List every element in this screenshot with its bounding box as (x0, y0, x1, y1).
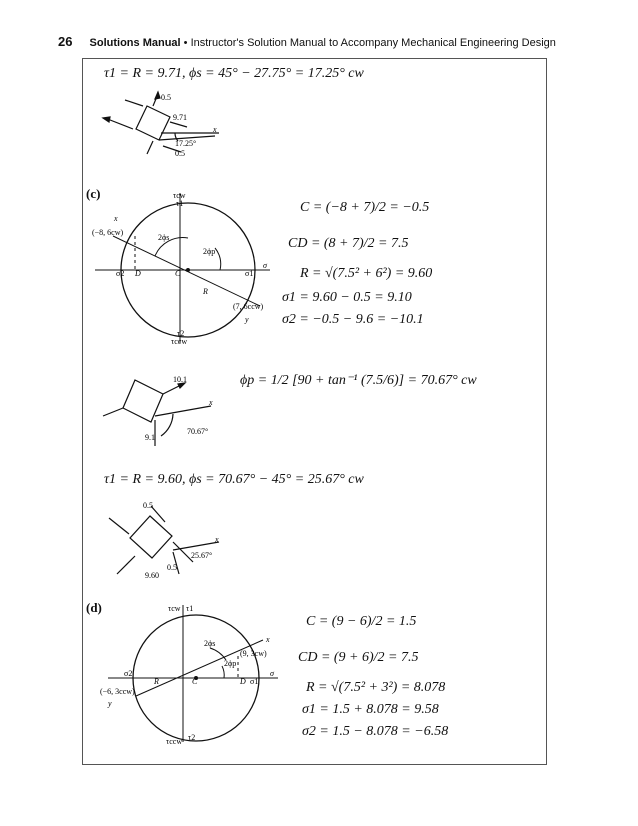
stress-element (130, 516, 172, 558)
fig3-axis-label: x (215, 535, 219, 544)
c-tau-ccw: τccw (171, 337, 188, 346)
d-eq-sigma1: σ1 = 1.5 + 8.078 = 9.58 (302, 702, 439, 717)
d-eq-CD: CD = (9 + 6)/2 = 7.5 (298, 650, 419, 665)
c-tau1: τ1 (176, 199, 184, 208)
d-R: R (154, 677, 159, 686)
c-eq-sigma1: σ1 = 9.60 − 0.5 = 9.10 (282, 290, 412, 305)
mohr-circle-d (88, 600, 288, 750)
part-c-label: (c) (86, 186, 101, 201)
mohr-circle-c (85, 188, 285, 348)
fig3-top-label: 0.5 (143, 501, 153, 510)
c-R: R (203, 287, 208, 296)
page-number: 26 (58, 34, 73, 49)
part-c-result: τ1 = R = 9.60, ϕs = 70.67° − 45° = 25.67° cw (104, 472, 364, 487)
fig3-side-label: 9.60 (145, 571, 159, 580)
c-x: x (114, 214, 118, 223)
fig1-axis-label: x (213, 125, 217, 134)
d-tau-cw: τcw (168, 604, 181, 613)
d-point-x: (9, 3cw) (240, 649, 267, 658)
c-sigma2: σ2 (116, 269, 125, 278)
element-figure-1 (95, 88, 245, 170)
fig1-side-label: 9.71 (173, 113, 187, 122)
d-sigma1: σ1 (250, 677, 259, 686)
c-sigma: σ (263, 261, 267, 270)
d-x: x (266, 635, 270, 644)
c-2phis: 2ϕs (158, 233, 170, 242)
d-2phip: 2ϕp (224, 659, 237, 668)
d-sigma2: σ2 (124, 669, 133, 678)
d-eq-sigma2: σ2 = 1.5 − 8.078 = −6.58 (302, 724, 449, 739)
fig1-top-label: 0.5 (161, 93, 171, 102)
d-C: C (192, 677, 198, 686)
part-b-result: τ1 = R = 9.71, ϕs = 45° − 27.75° = 17.25° cw (104, 66, 364, 81)
c-C: C (175, 269, 181, 278)
element-figure-3 (95, 496, 230, 586)
fig1-bottom-label: 0.5 (175, 149, 185, 158)
c-point-y: (7, 6ccw) (233, 302, 264, 311)
d-eq-R: R = √(7.5² + 3²) = 8.078 (306, 680, 446, 695)
d-D: D (240, 677, 246, 686)
stress-element (136, 106, 170, 140)
fig1-angle-label: 17.25° (175, 139, 197, 148)
c-D: D (135, 269, 141, 278)
c-point-x: (−8, 6cw) (92, 228, 124, 237)
c-eq-phi-p: ϕp = 1/2 [90 + tan⁻¹ (7.5/6)] = 70.67° cw (240, 373, 477, 388)
header-subtitle: Instructor's Solution Manual to Accompany Mechanical Engineering Design (190, 37, 556, 49)
d-tau-ccw: τccw (166, 737, 183, 746)
d-point-y: (−6, 3ccw) (100, 687, 135, 696)
header-title: Solutions Manual (89, 37, 181, 49)
c-tau-cw: τcw (173, 191, 186, 200)
c-eq-sigma2: σ2 = −0.5 − 9.6 = −10.1 (282, 312, 424, 327)
c-y: y (245, 315, 249, 324)
fig2-angle-label: 70.67° (187, 427, 209, 436)
c-2phip: 2ϕp (203, 247, 216, 256)
element-figure-2 (95, 352, 220, 448)
d-eq-C: C = (9 − 6)/2 = 1.5 (306, 614, 417, 629)
c-sigma1: σ1 (245, 269, 254, 278)
d-sigma: σ (270, 669, 274, 678)
d-tau2: τ2 (188, 733, 196, 742)
header-separator: • (183, 37, 188, 49)
c-tau2: τ2 (177, 329, 185, 338)
c-eq-CD: CD = (8 + 7)/2 = 7.5 (288, 236, 409, 251)
fig3-bottom-label: 0.5 (167, 563, 177, 572)
d-2phis: 2ϕs (204, 639, 216, 648)
d-y: y (108, 699, 112, 708)
c-eq-C: C = (−8 + 7)/2 = −0.5 (300, 200, 430, 215)
fig2-top-label: 10.1 (173, 375, 187, 384)
c-eq-R: R = √(7.5² + 6²) = 9.60 (300, 266, 433, 281)
part-d-label: (d) (86, 600, 102, 615)
fig3-angle-label: 25.67° (191, 551, 213, 560)
d-tau1: τ1 (186, 604, 194, 613)
fig2-bottom-label: 9.1 (145, 433, 155, 442)
page-header (58, 34, 556, 49)
fig2-axis-label: x (209, 398, 213, 407)
